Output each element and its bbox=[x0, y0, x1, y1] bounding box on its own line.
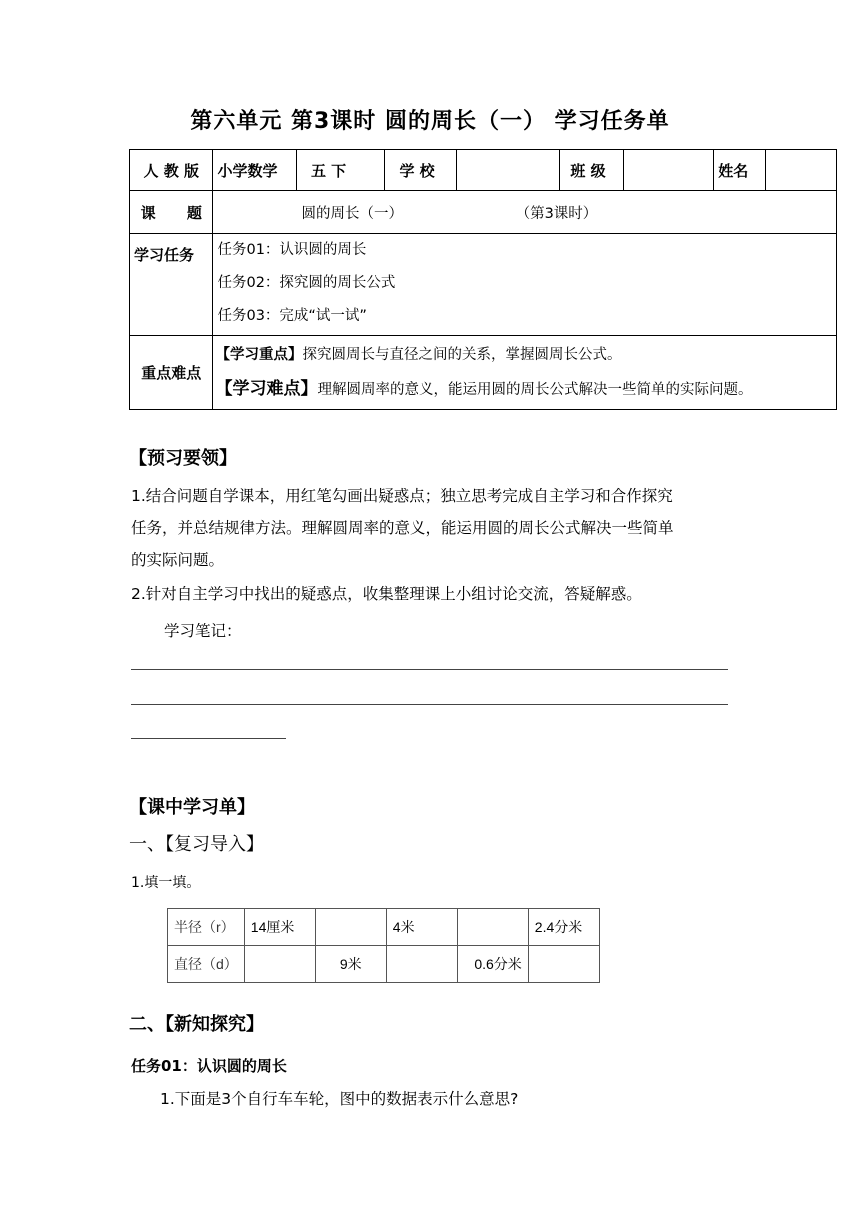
topic-cell bbox=[213, 191, 837, 234]
table-cell: 0.6分米 bbox=[457, 946, 528, 983]
review-heading: 一、【复习导入】 bbox=[129, 834, 264, 855]
school-field[interactable] bbox=[456, 150, 560, 191]
difficulty-tag: 【学习难点】 bbox=[215, 379, 318, 399]
tasks-cell bbox=[213, 234, 837, 336]
table-cell[interactable] bbox=[457, 909, 528, 946]
publisher-cell bbox=[130, 150, 213, 191]
preview-paragraph-1 bbox=[131, 480, 674, 576]
explore-heading: 二、【新知探究】 bbox=[129, 1014, 264, 1035]
table-cell: 9米 bbox=[315, 946, 386, 983]
focus-line bbox=[215, 338, 836, 372]
school-label: 学 校 bbox=[399, 161, 435, 180]
notes-line[interactable] bbox=[131, 704, 728, 705]
topic-label-cell bbox=[130, 191, 213, 234]
publisher: 人 教 版 bbox=[143, 161, 199, 180]
fill-question: 1.填一填。 bbox=[131, 875, 201, 891]
table-cell: 14厘米 bbox=[244, 909, 315, 946]
table-row bbox=[168, 909, 600, 946]
notes-line[interactable] bbox=[131, 738, 286, 739]
keys-label: 重点难点 bbox=[141, 364, 202, 382]
preview-paragraph-2: 2.针对自主学习中找出的疑惑点，收集整理课上小组讨论交流，答疑解惑。 bbox=[131, 585, 642, 603]
task-item: 任务02：探究圆的周长公式 bbox=[217, 275, 396, 291]
lesson-value: （第3课时） bbox=[515, 206, 598, 222]
task1-title: 任务01：认识圆的周长 bbox=[131, 1057, 287, 1075]
preview-line: 任务，并总结规律方法。理解圆周率的意义，能运用圆的周长公式解决一些简单 bbox=[131, 519, 674, 537]
class-field[interactable] bbox=[623, 150, 714, 191]
info-table bbox=[129, 149, 837, 410]
subject: 小学数学 bbox=[217, 161, 278, 180]
topic-label: 课 题 bbox=[140, 203, 202, 222]
table-cell[interactable] bbox=[315, 909, 386, 946]
difficulty-line bbox=[215, 372, 836, 407]
task-item: 任务03：完成“试一试” bbox=[217, 308, 367, 324]
tasks-label-cell bbox=[130, 234, 213, 336]
name-label: 姓名 bbox=[718, 161, 749, 180]
name-label-cell bbox=[714, 150, 765, 191]
table-cell[interactable] bbox=[244, 946, 315, 983]
table-cell[interactable] bbox=[528, 946, 599, 983]
topic-value: 圆的周长（一） bbox=[301, 206, 403, 222]
focus-tag: 【学习重点】 bbox=[215, 347, 303, 363]
table-cell: 2.4分米 bbox=[528, 909, 599, 946]
table-row bbox=[168, 946, 600, 983]
name-field[interactable] bbox=[765, 150, 836, 191]
class-label-cell bbox=[560, 150, 623, 191]
school-label-cell bbox=[385, 150, 456, 191]
diameter-header: 直径（d） bbox=[168, 946, 245, 983]
tasks-label: 学习任务 bbox=[134, 246, 195, 264]
class-label: 班 级 bbox=[570, 161, 606, 180]
preview-line: 1.结合问题自学课本，用红笔勾画出疑惑点；独立思考完成自主学习和合作探究 bbox=[131, 487, 673, 505]
task-item: 任务01：认识圆的周长 bbox=[217, 242, 367, 258]
subject-cell bbox=[213, 150, 296, 191]
grade-cell bbox=[296, 150, 385, 191]
preview-heading: 【预习要领】 bbox=[129, 448, 237, 469]
keys-cell bbox=[213, 336, 837, 410]
table-cell: 4米 bbox=[386, 909, 457, 946]
preview-line: 的实际问题。 bbox=[131, 551, 225, 569]
keys-label-cell bbox=[130, 336, 213, 410]
notes-label: 学习笔记： bbox=[164, 622, 242, 640]
notes-line[interactable] bbox=[131, 669, 728, 670]
focus-text: 探究圆周长与直径之间的关系，掌握圆周长公式。 bbox=[302, 347, 622, 363]
grade: 五 下 bbox=[310, 161, 347, 180]
task1-question: 1.下面是3个自行车车轮，图中的数据表示什么意思? bbox=[160, 1090, 519, 1108]
page-title: 第六单元 第3课时 圆的周长（一） 学习任务单 bbox=[190, 109, 670, 134]
table-cell[interactable] bbox=[386, 946, 457, 983]
difficulty-text: 理解圆周率的意义，能运用圆的周长公式解决一些简单的实际问题。 bbox=[317, 382, 753, 398]
classwork-heading: 【课中学习单】 bbox=[129, 797, 255, 818]
radius-header: 半径（r） bbox=[168, 909, 245, 946]
radius-diameter-table bbox=[167, 908, 600, 983]
